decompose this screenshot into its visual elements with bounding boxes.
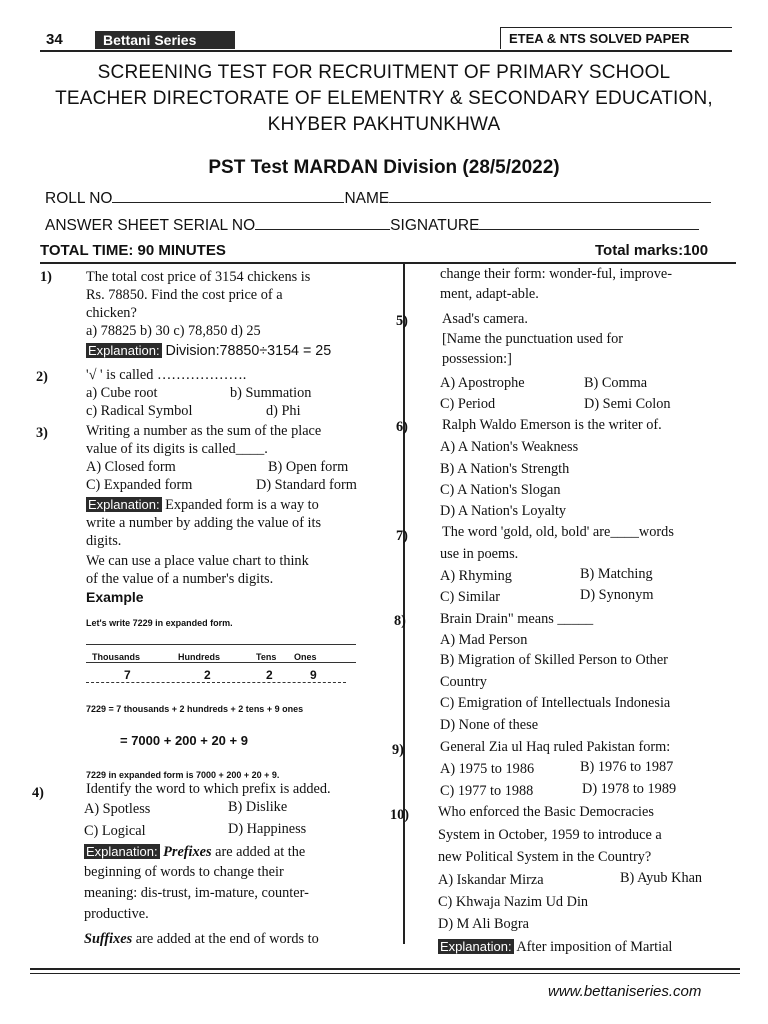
expanded-conclusion: 7229 in expanded form is 7000 + 200 + 20 + 9. — [86, 770, 280, 780]
q1-options: a) 78825 b) 30 c) 78,850 d) 25 — [86, 323, 261, 339]
title-line-2: TEACHER DIRECTORATE OF ELEMENTRY & SECONDARY EDUCATION, — [55, 88, 713, 109]
example-heading: Example — [86, 589, 144, 605]
explanation-label: Explanation: — [88, 343, 160, 358]
q10-option-a: A) Iskandar Mirza — [438, 872, 544, 888]
digit-ones: 9 — [310, 668, 317, 682]
q8-option-b: Country — [440, 674, 487, 690]
q9-line: General Zia ul Haq ruled Pakistan form: — [440, 739, 671, 755]
q4-explanation: beginning of words to change their — [84, 864, 284, 880]
q3-option-a: A) Closed form — [86, 459, 176, 475]
q4-continuation: change their form: wonder-ful, improve- — [440, 266, 672, 282]
q2-line: '√ ' is called ………………. — [86, 367, 247, 383]
footer-rule — [30, 973, 740, 974]
q6-option-b: B) A Nation's Strength — [440, 461, 570, 477]
paper-type-label: ETEA & NTS SOLVED PAPER — [500, 27, 732, 49]
header-hundreds: Hundreds — [178, 652, 221, 662]
test-subtitle: PST Test MARDAN Division (28/5/2022) — [208, 157, 560, 178]
q3-explanation: We can use a place value chart to think — [86, 553, 309, 569]
q7-line: The word 'gold, old, bold' are____words — [442, 524, 674, 540]
q6-line: Ralph Waldo Emerson is the writer of. — [442, 417, 662, 433]
q10-line: new Political System in the Country? — [438, 849, 652, 865]
q4-explanation: are added at the end of words to — [132, 931, 319, 947]
q4-explanation: productive. — [84, 906, 149, 922]
answer-sheet-label: ANSWER SHEET SERIAL NO — [45, 217, 256, 234]
q1-explanation: Division:78850÷3154 = 25 — [161, 343, 332, 359]
q3-explanation: digits. — [86, 533, 122, 549]
q7-option-a: A) Rhyming — [440, 568, 512, 584]
q3-number: 3) — [36, 425, 48, 441]
total-marks: Total marks:100 — [595, 242, 709, 259]
q1-number: 1) — [40, 269, 52, 285]
digit-hundreds: 2 — [204, 668, 211, 682]
q7-option-d: D) Synonym — [580, 587, 654, 603]
title-line-1: SCREENING TEST FOR RECRUITMENT OF PRIMARY SCHOOL — [97, 62, 671, 83]
q4-option-a: A) Spotless — [84, 801, 151, 817]
q5-line: possession:] — [442, 351, 512, 367]
explanation-label: Explanation: — [88, 497, 160, 512]
q2-option-d: d) Phi — [266, 403, 301, 419]
q5-option-b: B) Comma — [584, 375, 648, 391]
q4-explanation: meaning: dis-trust, im-mature, counter- — [84, 885, 309, 901]
explanation-label: Explanation: — [440, 939, 512, 954]
q4-number: 4) — [32, 785, 44, 801]
title-line-3: KHYBER PAKHTUNKHWA — [267, 114, 501, 135]
q6-option-c: C) A Nation's Slogan — [440, 482, 561, 498]
digit-thousands: 7 — [124, 668, 131, 682]
q10-line: Who enforced the Basic Democracies — [438, 804, 654, 820]
header-ones: Ones — [294, 652, 317, 662]
example-intro: Let's write 7229 in expanded form. — [86, 618, 233, 628]
q2-option-a: a) Cube root — [86, 385, 158, 401]
q2-number: 2) — [36, 369, 48, 385]
q1-line: Rs. 78850. Find the cost price of a — [86, 287, 283, 303]
suffixes-term: Suffixes — [84, 931, 133, 947]
q3-line: Writing a number as the sum of the place — [86, 423, 322, 439]
roll-no-label: ROLL NO — [45, 190, 113, 207]
q2-option-c: c) Radical Symbol — [86, 403, 193, 419]
q1-line: The total cost price of 3154 chickens is — [86, 269, 311, 285]
q4-option-c: C) Logical — [84, 823, 146, 839]
q9-option-b: B) 1976 to 1987 — [580, 759, 674, 775]
q3-explanation: write a number by adding the value of its — [86, 515, 322, 531]
expanded-equation: 7229 = 7 thousands + 2 hundreds + 2 tens + 9 ones — [86, 704, 304, 714]
q8-option-c: C) Emigration of Intellectuals Indonesia — [440, 695, 671, 711]
q10-option-c: C) Khwaja Nazim Ud Din — [438, 894, 589, 910]
q4-option-b: B) Dislike — [228, 799, 288, 815]
header-tens: Tens — [256, 652, 277, 662]
total-time: TOTAL TIME: 90 MINUTES — [40, 242, 226, 259]
expanded-sum: = 7000 + 200 + 20 + 9 — [120, 733, 248, 748]
q5-line: Asad's camera. — [442, 311, 528, 327]
q3-explanation: of the value of a number's digits. — [86, 571, 274, 587]
q10-option-b: B) Ayub Khan — [620, 870, 703, 886]
q5-option-c: C) Period — [440, 396, 496, 412]
q8-line: Brain Drain" means _____ — [440, 611, 594, 627]
digit-tens: 2 — [266, 668, 273, 682]
q10-number: 10) — [390, 807, 410, 823]
q6-number: 6) — [396, 419, 408, 435]
q1-line: chicken? — [86, 305, 137, 321]
q7-option-c: C) Similar — [440, 589, 500, 605]
q10-option-d: D) M Ali Bogra — [438, 916, 529, 932]
q5-line: [Name the punctuation used for — [442, 331, 624, 347]
q8-option-b: B) Migration of Skilled Person to Other — [440, 652, 668, 668]
q3-option-d: D) Standard form — [256, 477, 357, 493]
q2-option-b: b) Summation — [230, 385, 312, 401]
prefixes-term: Prefixes — [163, 844, 212, 860]
q5-option-d: D) Semi Colon — [584, 396, 671, 412]
q9-number: 9) — [392, 742, 404, 758]
q6-option-d: D) A Nation's Loyalty — [440, 503, 567, 519]
q10-explanation: After imposition of Martial — [513, 939, 673, 955]
q4-explanation: are added at the — [211, 844, 306, 860]
q7-number: 7) — [396, 528, 408, 544]
footer-rule — [30, 968, 740, 970]
q7-line: use in poems. — [440, 546, 519, 562]
q4-continuation: ment, adapt-able. — [440, 286, 539, 302]
q10-line: System in October, 1959 to introduce a — [438, 827, 662, 843]
explanation-label: Explanation: — [86, 844, 158, 859]
q8-option-a: A) Mad Person — [440, 632, 528, 648]
q3-explanation: Expanded form is a way to — [161, 497, 319, 513]
q3-option-c: C) Expanded form — [86, 477, 193, 493]
series-badge: Bettani Series — [95, 31, 235, 49]
q9-option-c: C) 1977 to 1988 — [440, 783, 534, 799]
q3-line: value of its digits is called____. — [86, 441, 268, 457]
q4-line: Identify the word to which prefix is added. — [86, 781, 331, 797]
q4-option-d: D) Happiness — [228, 821, 307, 837]
q7-option-b: B) Matching — [580, 566, 653, 582]
q9-option-d: D) 1978 to 1989 — [582, 781, 677, 797]
signature-label: SIGNATURE — [390, 217, 480, 234]
header-thousands: Thousands — [92, 652, 141, 662]
q8-number: 8) — [394, 613, 406, 629]
name-label: NAME — [344, 190, 390, 207]
q5-number: 5) — [396, 313, 408, 329]
website-link[interactable]: www.bettaniseries.com — [548, 983, 702, 1000]
q6-option-a: A) A Nation's Weakness — [440, 439, 579, 455]
q3-option-b: B) Open form — [268, 459, 349, 475]
page-number: 34 — [46, 31, 63, 48]
q5-option-a: A) Apostrophe — [440, 375, 525, 391]
q9-option-a: A) 1975 to 1986 — [440, 761, 535, 777]
q8-option-d: D) None of these — [440, 717, 539, 733]
